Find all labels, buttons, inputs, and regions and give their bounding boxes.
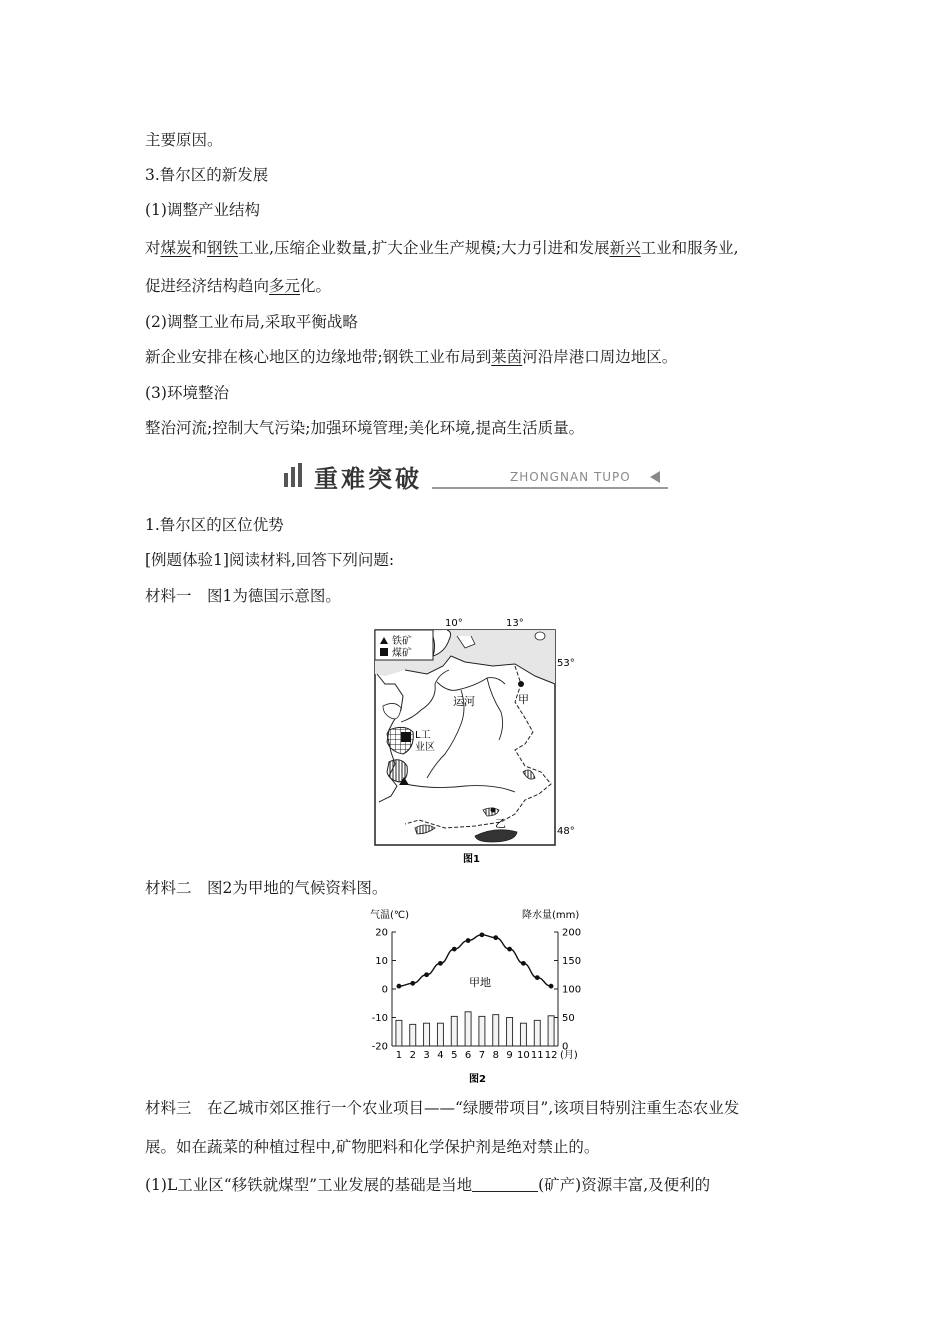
temperature-point [397, 984, 402, 989]
l-industrial-label: L工 [415, 730, 431, 741]
material-two: 材料二 图2为甲地的气候资料图。 [145, 879, 388, 897]
figure-1-caption: 图1 [463, 854, 480, 865]
temp-tick-label: -20 [371, 1041, 388, 1053]
precip-bar [479, 1016, 485, 1046]
precip-bar [534, 1020, 540, 1046]
triangle-left-icon [650, 471, 660, 483]
temperature-point [424, 972, 429, 977]
month-tick-label: 2 [409, 1050, 416, 1061]
latitude-53: 53° [557, 658, 575, 669]
underlined-term: 多元 [269, 277, 301, 295]
subheading-environment: (3)环境整治 [145, 384, 229, 402]
month-tick-label: 9 [506, 1050, 513, 1061]
square-icon [380, 648, 388, 656]
temperature-point [480, 932, 485, 937]
question-1 [145, 1175, 710, 1195]
temp-tick-label: 10 [375, 956, 388, 967]
precip-bar [396, 1020, 402, 1046]
temperature-point [521, 961, 526, 966]
temperature-point [410, 981, 415, 986]
jia-label: 甲 [518, 693, 529, 706]
precip-bar [507, 1018, 513, 1047]
precip-bar [410, 1024, 416, 1046]
month-tick-label: 6 [464, 1050, 472, 1061]
paragraph-layout [145, 347, 677, 367]
temperature-point [549, 984, 554, 989]
section-banner [282, 457, 668, 493]
temperature-point [466, 938, 471, 943]
text: 和 [191, 239, 208, 257]
month-tick-label: 7 [478, 1050, 486, 1061]
temp-tick-label: -10 [371, 1013, 388, 1024]
month-tick-label: 10 [517, 1050, 530, 1061]
temperature-point [493, 935, 498, 940]
precip-tick-label: 0 [562, 1041, 569, 1053]
figure-germany-map [365, 614, 575, 870]
precip-bar [548, 1016, 554, 1046]
text: 对 [145, 239, 161, 257]
banner-subtitle: ZHONGNAN TUPO [510, 470, 631, 484]
legend-iron: 铁矿 [392, 636, 412, 647]
text-line: 主要原因。 [145, 131, 223, 149]
figure-2-caption: 图2 [469, 1074, 486, 1085]
precip-bar [465, 1012, 471, 1046]
month-tick-label: 1 [395, 1050, 403, 1061]
underlined-term: 煤炭 [160, 239, 192, 257]
paragraph-structure [145, 238, 739, 258]
figure-climate-chart [362, 906, 592, 1086]
temp-axis-label: 气温(℃) [370, 910, 410, 921]
underlined-term: 钢铁 [207, 239, 239, 257]
temperature-point [452, 947, 457, 952]
banner-title: 重难突破 [314, 465, 422, 493]
month-tick-label: 11 [530, 1050, 544, 1061]
subheading-industry-structure: (1)调整产业结构 [145, 201, 260, 219]
material-three: 材料三 在乙城市郊区推行一个农业项目——“绿腰带项目”,该项目特别注重生态农业发 [145, 1099, 740, 1117]
text: 促进经济结构趋向 [145, 277, 270, 295]
heading-new-development: 3.鲁尔区的新发展 [145, 166, 269, 184]
paragraph-environment: 整治河流;控制大气污染;加强环境管理;美化环境,提高生活质量。 [145, 419, 585, 437]
precip-bar [424, 1023, 430, 1046]
material-three-cont: 展。如在蔬菜的种植过程中,矿物肥料和化学保护剂是绝对禁止的。 [145, 1138, 600, 1156]
precip-bar [451, 1016, 457, 1046]
precip-tick-label: 150 [562, 956, 582, 967]
text: 工业,压缩企业数量,扩大企业生产规模;大力引进和发展 [238, 239, 610, 257]
text: 河沿岸港口周边地区。 [522, 348, 678, 366]
month-tick-label: 12 [544, 1050, 558, 1061]
legend-coal: 煤矿 [392, 648, 412, 659]
l-industrial-label: 业区 [415, 742, 435, 753]
underlined-term: 莱茵 [491, 348, 523, 366]
text: (1)L工业区“移铁就煤型”工业发展的基础是当地 [145, 1176, 473, 1194]
longitude-10: 10° [445, 618, 463, 629]
longitude-13: 13° [506, 618, 524, 629]
text: 工业和服务业, [640, 239, 739, 257]
precip-axis-label: 降水量(mm) [522, 910, 580, 921]
coal-mine-marker [401, 732, 411, 742]
month-tick-label: 4 [437, 1050, 444, 1061]
precip-bar [493, 1015, 499, 1046]
precip-bar [520, 1023, 526, 1046]
underlined-term: 新兴 [609, 239, 641, 257]
answer-blank[interactable] [472, 1175, 538, 1192]
x-unit-label: (月) [560, 1050, 578, 1061]
precip-tick-label: 200 [562, 927, 582, 939]
month-tick-label: 5 [451, 1050, 458, 1061]
month-tick-label: 8 [492, 1050, 499, 1061]
temp-tick-label: 0 [381, 984, 388, 996]
yi-label: 乙 [495, 817, 506, 830]
text: (矿产)资源丰富,及便利的 [538, 1176, 711, 1194]
temperature-point [507, 947, 512, 952]
temperature-point [438, 961, 443, 966]
precip-tick-label: 50 [562, 1013, 575, 1024]
heading-location-advantage: 1.鲁尔区的区位优势 [145, 516, 284, 534]
temp-tick-label: 20 [375, 927, 388, 939]
text: 新企业安排在核心地区的边缘地带;钢铁工业布局到 [145, 348, 492, 366]
paragraph-structure-cont [145, 276, 331, 296]
banner-rule [432, 487, 668, 489]
jia-place-label: 甲地 [469, 976, 491, 989]
material-one: 材料一 图1为德国示意图。 [145, 587, 341, 605]
text: 化。 [300, 277, 332, 295]
precip-bar [437, 1023, 443, 1046]
canal-label: 运河 [453, 695, 475, 708]
subheading-layout: (2)调整工业布局,采取平衡战略 [145, 313, 358, 331]
latitude-48: 48° [557, 826, 575, 837]
example-intro: [例题体验1]阅读材料,回答下列问题: [145, 551, 395, 569]
temperature-point [535, 975, 540, 980]
precip-tick-label: 100 [562, 984, 582, 996]
month-tick-label: 3 [423, 1050, 430, 1061]
